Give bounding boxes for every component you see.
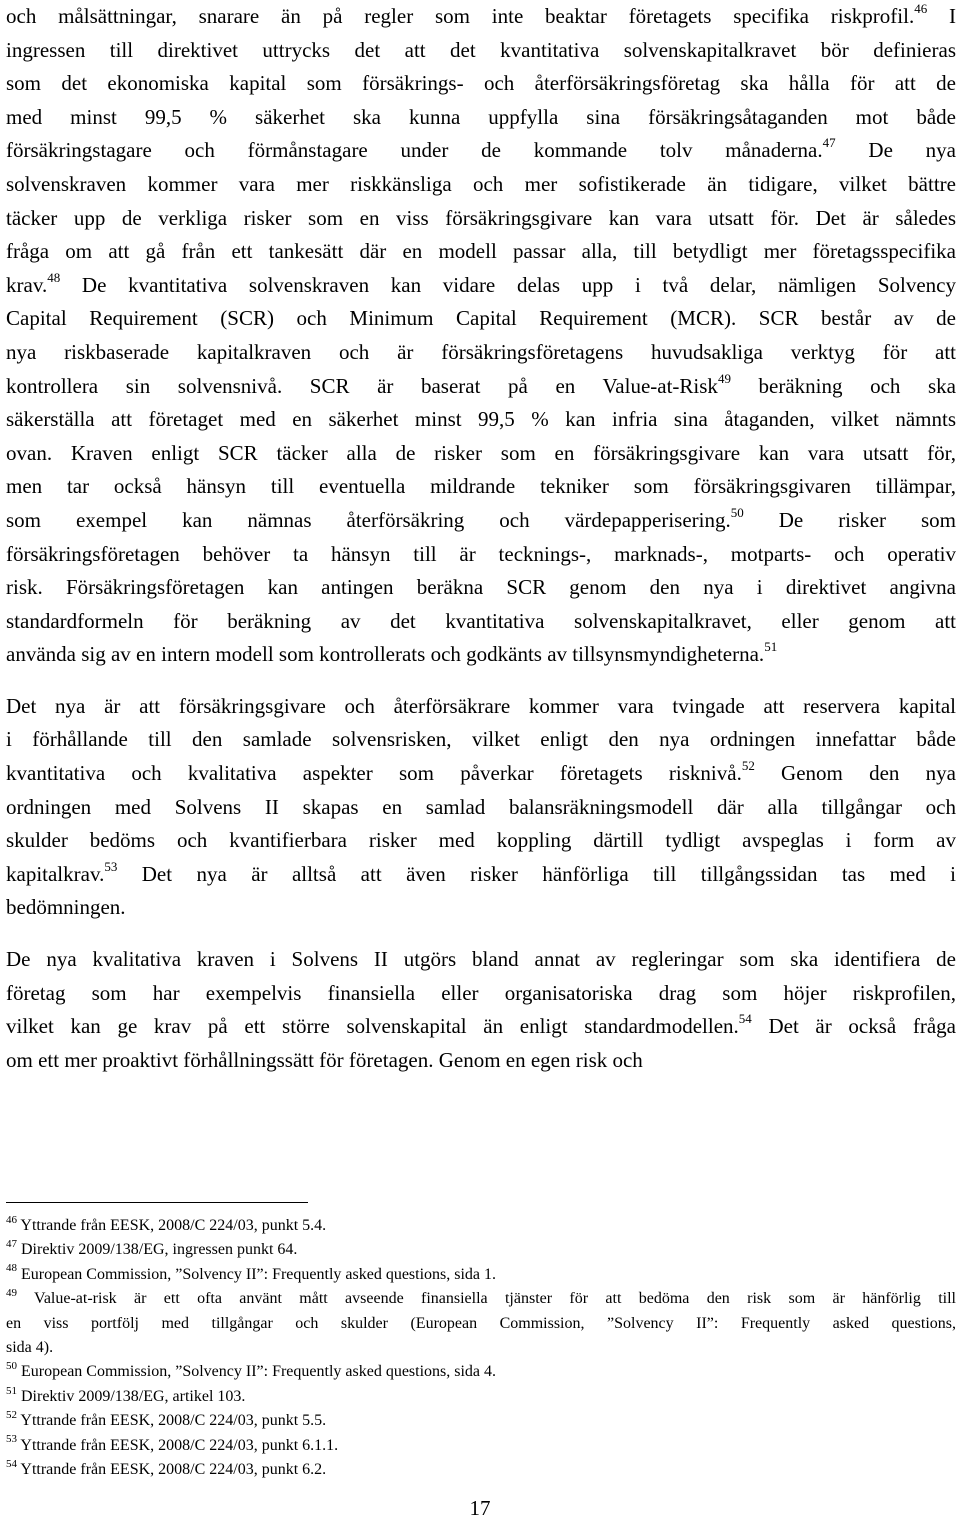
text-line: ordningen med Solvens II skapas en samlad balansräkningsmodell där alla tillgångar och [6, 794, 956, 819]
text-line: använda sig av en intern modell som kontrollerats och godkänts av tillsynsmyndigheterna.$^{51}$ [6, 639, 778, 667]
text-line: De nya kvalitativa kraven i Solvens II utgörs bland annat av regleringar som ska identifiera de [6, 947, 956, 972]
text-line: försäkringstagare och förmånstagare under de kommande tolv månaderna.$^{47}$ De nya [6, 135, 957, 163]
footnote-line: $^{54}$ Yttrande från EESK, 2008/C 224/03, punkt 6.2. [6, 1457, 327, 1479]
footnote-ref[interactable]: 52 [741, 758, 755, 774]
text-line: och målsättningar, snarare än på regler som inte beaktar företagets specifika riskprofil.$^{46}$ I [6, 1, 956, 28]
footnote-number: 53 [6, 1433, 17, 1446]
text-line: ingressen till direktivet uttrycks det att det kvantitativa solvenskapitalkravet bör definieras [6, 37, 956, 62]
footnote-line: $^{48}$ European Commission, ”Solvency II”: Frequently asked questions, sida 1. [6, 1262, 497, 1283]
footnote-line: en viss portfölj med tillgångar och skulder (European Commission, ”Solvency II”: Frequently asked questions, [6, 1314, 956, 1332]
body-paragraphs [6, 0, 956, 1077]
text-line: kapitalkrav.$^{53}$ Det nya är alltså att även risker hänförliga till tillgångssidan tas med i [6, 858, 956, 886]
text-line: nya riskbaserade kapitalkraven och är försäkringsföretagens huvudsakliga verktyg för att [6, 339, 956, 364]
footnote [6, 1458, 956, 1482]
footnote-ref[interactable]: 47 [822, 135, 836, 151]
text-line: om ett mer proaktivt förhållningssätt för företagen. Genom en egen risk och [6, 1047, 643, 1072]
text-line: standardformeln för beräkning av det kvantitativa solvenskapitalkravet, eller genom att [6, 608, 956, 633]
footnote-number: 54 [6, 1457, 17, 1470]
text-line: men tar också hänsyn till eventuella mildrande tekniker som försäkringsgivaren tillämpar, [6, 474, 956, 499]
footnote-line: $^{46}$ Yttrande från EESK, 2008/C 224/03, punkt 5.4. [6, 1213, 327, 1234]
footnote-number: 46 [6, 1213, 17, 1226]
text-line: med minst 99,5 % säkerhet ska kunna uppfylla sina försäkringsåtaganden mot både [6, 104, 956, 129]
text-line: skulder bedöms och kvantifierbara risker med koppling därtill tydligt avspeglas i form av [6, 828, 956, 853]
footnote-ref[interactable]: 51 [764, 639, 778, 655]
footnote [6, 1360, 956, 1384]
text-line: säkerställa att företaget med en säkerhet minst 99,5 % kan infria sina åtaganden, vilket nämnts [6, 407, 956, 432]
footnote-line: $^{51}$ Direktiv 2009/138/EG, artikel 103. [6, 1384, 246, 1405]
text-line: kvantitativa och kvalitativa aspekter som påverkar företagets risknivå.$^{52}$ Genom den nya [6, 758, 956, 786]
paragraph [6, 943, 956, 1077]
footnote-line: $^{49}$ Value-at-risk är ett ofta använt mått avseende finansiella tjänster för att bedöma den risk som är hänförlig till [6, 1286, 956, 1308]
paragraph-gap [6, 672, 956, 690]
text-line: som det ekonomiska kapital som försäkrings- och återförsäkringsföretag ska hålla för att de [6, 71, 956, 96]
text-line: täcker upp de verkliga risker som en viss försäkringsgivare kan vara utsatt för. Det är således [6, 205, 956, 230]
footnote-line: $^{53}$ Yttrande från EESK, 2008/C 224/03, punkt 6.1.1. [6, 1433, 339, 1454]
footnote-line: $^{47}$ Direktiv 2009/138/EG, ingressen punkt 64. [6, 1238, 298, 1259]
text-line: försäkringsföretagen behöver ta hänsyn till är tecknings-, marknads-, motparts- och operativ [6, 541, 956, 566]
footnote-ref[interactable]: 48 [47, 269, 61, 285]
footnote [6, 1263, 956, 1287]
text-line: solvenskraven kommer vara mer riskkänsliga och mer sofistikerade än tidigare, vilket bättre [6, 171, 956, 196]
footnote-line: sida 4). [6, 1339, 54, 1357]
text-line: vilket kan ge krav på ett större solvenskapital än enligt standardmodellen.$^{54}$ Det är också fråga [6, 1011, 956, 1039]
footnote-separator [6, 1202, 308, 1203]
text-line: risk. Försäkringsföretagen kan antingen beräkna SCR genom den nya i direktivet angivna [6, 575, 956, 600]
text-line: Det nya är att försäkringsgivare och återförsäkrare kommer vara tvingade att reservera kapital [6, 693, 956, 718]
footnote [6, 1409, 956, 1433]
text-line: i förhållande till den samlade solvensrisken, vilket enligt den nya ordningen innefattar både [6, 727, 956, 752]
footnote-number: 47 [6, 1238, 17, 1251]
text-line: Capital Requirement (SCR) och Minimum Capital Requirement (MCR). SCR består av de [6, 306, 956, 331]
footnote [6, 1214, 956, 1238]
footnote-number: 52 [6, 1408, 17, 1421]
footnote-line: $^{50}$ European Commission, ”Solvency II”: Frequently asked questions, sida 4. [6, 1360, 497, 1381]
paragraph-gap [6, 925, 956, 943]
text-line: fråga om att gå från ett tankesätt där en modell passar alla, till betydligt mer företagsspecifika [6, 239, 956, 264]
page-number: 17 [469, 1496, 491, 1520]
footnote-number: 51 [6, 1384, 17, 1397]
footnote-ref[interactable]: 54 [738, 1011, 752, 1027]
footnote-ref[interactable]: 49 [717, 370, 731, 386]
text-line: krav.$^{48}$ De kvantitativa solvenskraven kan vidare delas upp i två delar, nämligen Solvency [6, 269, 956, 297]
paragraph [6, 690, 956, 925]
footnote [6, 1238, 956, 1262]
page-body [6, 0, 956, 1077]
text-line: bedömningen. [6, 895, 126, 920]
text-line: kontrollera sin solvensnivå. SCR är baserat på en Value-at-Risk$^{49}$ beräkning och ska [6, 370, 956, 398]
footnote-number: 49 [6, 1286, 17, 1299]
footnote-ref[interactable]: 46 [914, 1, 928, 16]
paragraph [6, 0, 956, 672]
footnote-ref[interactable]: 53 [104, 858, 118, 874]
text-line: som exempel kan nämnas återförsäkring och värdepapperisering.$^{50}$ De risker som [6, 504, 956, 532]
footnote [6, 1385, 956, 1409]
footnote-number: 50 [6, 1360, 17, 1373]
footnote-ref[interactable]: 50 [730, 504, 744, 520]
text-line: ovan. Kraven enligt SCR täcker alla de risker som en försäkringsgivare kan vara utsatt för, [6, 440, 956, 465]
footnote-line: $^{52}$ Yttrande från EESK, 2008/C 224/03, punkt 5.5. [6, 1408, 327, 1430]
text-line: företag som har exempelvis finansiella eller organisatoriska drag som höjer riskprofilen, [6, 980, 956, 1005]
footnote [6, 1287, 956, 1360]
footnotes [6, 1214, 956, 1482]
footnote [6, 1434, 956, 1458]
footnote-number: 48 [6, 1262, 17, 1275]
